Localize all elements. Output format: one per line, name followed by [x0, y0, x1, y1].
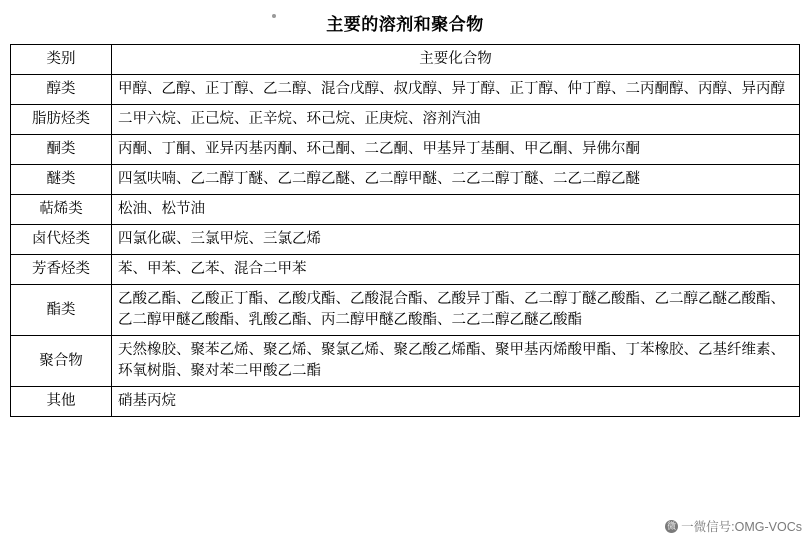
solvents-polymers-table	[10, 44, 800, 417]
row-category: 聚合物	[11, 336, 112, 387]
table-row	[11, 285, 800, 336]
row-category: 酮类	[11, 135, 112, 165]
page-title: 主要的溶剂和聚合物	[326, 15, 484, 34]
table-row	[11, 387, 800, 417]
watermark	[665, 517, 802, 535]
row-category: 卤代烃类	[11, 225, 112, 255]
wechat-icon: 微	[667, 520, 677, 531]
row-compounds: 甲醇、乙醇、正丁醇、乙二醇、混合戊醇、叔戊醇、异丁醇、正丁醇、仲丁醇、二丙酮醇、丙醇、异丙醇	[112, 75, 800, 105]
table-row	[11, 195, 800, 225]
row-category: 酯类	[11, 285, 112, 336]
row-category: 醚类	[11, 165, 112, 195]
row-compounds: 硝基丙烷	[112, 387, 800, 417]
table-row	[11, 75, 800, 105]
row-category: 醇类	[11, 75, 112, 105]
table-container	[0, 44, 810, 417]
table-header-row	[11, 45, 800, 75]
table-row	[11, 135, 800, 165]
row-compounds: 四氯化碳、三氯甲烷、三氯乙烯	[112, 225, 800, 255]
column-header-category: 类别	[11, 45, 112, 75]
table-row	[11, 165, 800, 195]
row-compounds: 苯、甲苯、乙苯、混合二甲苯	[112, 255, 800, 285]
table-row	[11, 255, 800, 285]
row-compounds: 天然橡胶、聚苯乙烯、聚乙烯、聚氯乙烯、聚乙酸乙烯酯、聚甲基丙烯酸甲酯、丁苯橡胶、乙基纤维素、环氧树脂、聚对苯二甲酸乙二酯	[112, 336, 800, 387]
table-row	[11, 105, 800, 135]
column-header-compounds: 主要化合物	[112, 45, 800, 75]
watermark-text: 一微信号:OMG-VOCs	[681, 520, 802, 534]
row-category: 萜烯类	[11, 195, 112, 225]
row-category: 其他	[11, 387, 112, 417]
table-row	[11, 336, 800, 387]
page-dot-mark	[272, 14, 276, 18]
row-compounds: 二甲六烷、正己烷、正辛烷、环己烷、正庚烷、溶剂汽油	[112, 105, 800, 135]
row-category: 芳香烃类	[11, 255, 112, 285]
row-compounds: 四氢呋喃、乙二醇丁醚、乙二醇乙醚、乙二醇甲醚、二乙二醇丁醚、二乙二醇乙醚	[112, 165, 800, 195]
row-category: 脂肪烃类	[11, 105, 112, 135]
row-compounds: 松油、松节油	[112, 195, 800, 225]
row-compounds: 丙酮、丁酮、亚异丙基丙酮、环己酮、二乙酮、甲基异丁基酮、甲乙酮、异佛尔酮	[112, 135, 800, 165]
row-compounds: 乙酸乙酯、乙酸正丁酯、乙酸戊酯、乙酸混合酯、乙酸异丁酯、乙二醇丁醚乙酸酯、乙二醇乙醚乙酸酯、乙二醇甲醚乙酸酯、乳酸乙酯、丙二醇甲醚乙酸酯、二乙二醇乙醚乙酸酯	[112, 285, 800, 336]
table-row	[11, 225, 800, 255]
